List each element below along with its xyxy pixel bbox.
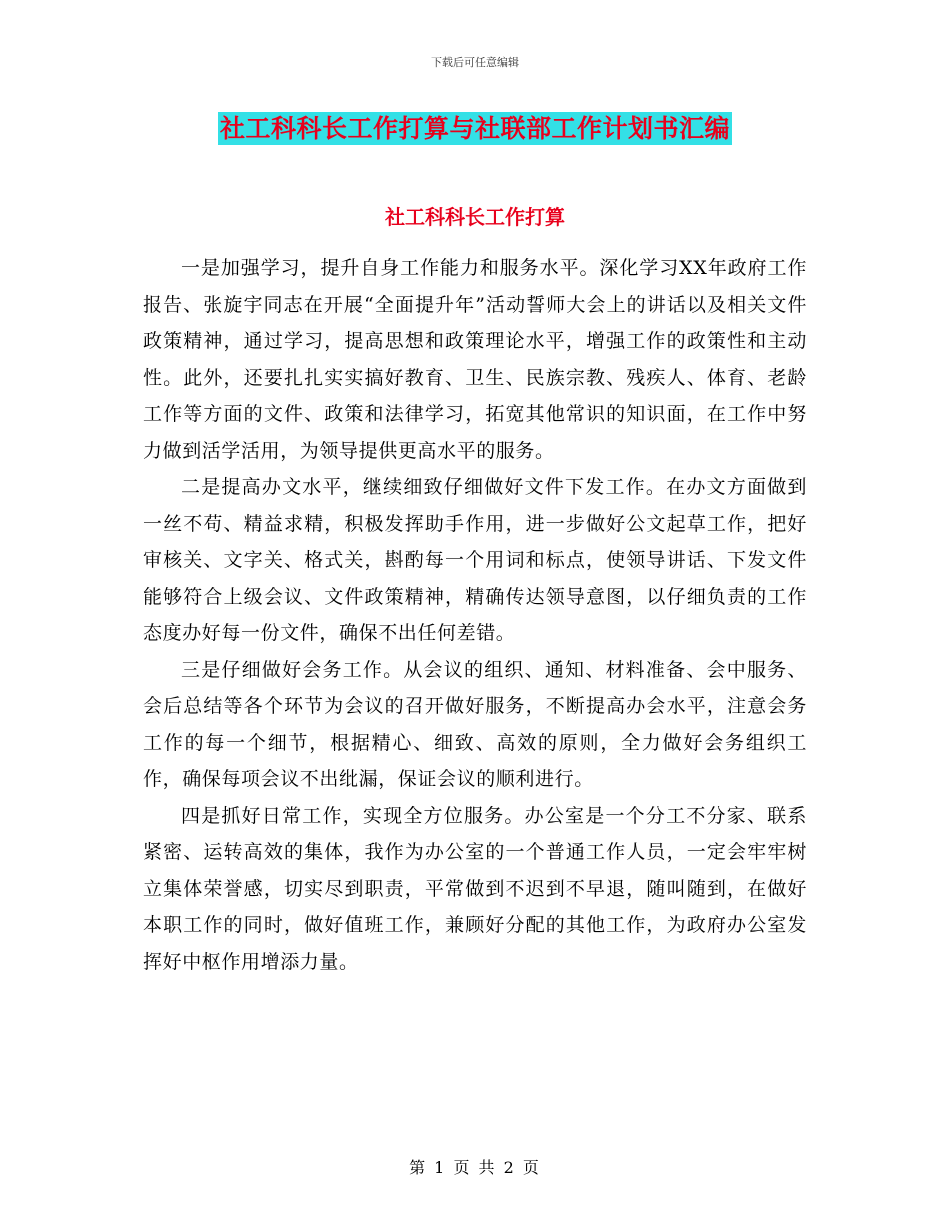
header-note: 下载后可任意编辑 xyxy=(431,56,519,69)
paragraph-2: 二是提高办文水平，继续细致仔细做好文件下发工作。在办文方面做到一丝不苟、精益求精，积极发挥助手作用，进一步做好公文起草工作，把好审核关、文字关、格式关，斟酌每一个用词和标点，使领导讲话、下发文件能够符合上级会议、文件政策精神，精确传达领导意图，以仔细负责的工作态度办好每一份文件，确保不出任何差错。 xyxy=(143,476,807,644)
page-number-footer: 第 1 页 共 2 页 xyxy=(409,1158,541,1177)
main-title: 社工科科长工作打算与社联部工作计划书汇编 xyxy=(219,114,730,143)
paragraph-4: 四是抓好日常工作，实现全方位服务。办公室是一个分工不分家、联系紧密、运转高效的集体，我作为办公室的一个普通工作人员，一定会牢牢树立集体荣誉感，切实尽到职责，平常做到不迟到不早退，随叫随到，在做好本职工作的同时，做好值班工作，兼顾好分配的其他工作，为政府办公室发挥好中枢作用增添力量。 xyxy=(143,804,807,973)
body-text xyxy=(143,250,807,980)
section-title: 社工科科长工作打算 xyxy=(385,205,565,229)
paragraph-1: 一是加强学习，提升自身工作能力和服务水平。深化学习XX年政府工作报告、张旋宇同志在开展“全面提升年”活动誓师大会上的讲话以及相关文件政策精神，通过学习，提高思想和政策理论水平，增强工作的政策性和主动性。此外，还要扎扎实实搞好教育、卫生、民族宗教、残疾人、体育、老龄工作等方面的文件、政策和法律学习，拓宽其他常识的知识面，在工作中努力做到活学活用，为领导提供更高水平的服务。 xyxy=(143,257,807,462)
paragraph-3: 三是仔细做好会务工作。从会议的组织、通知、材料准备、会中服务、会后总结等各个环节为会议的召开做好服务，不断提高办会水平，注意会务工作的每一个细节，根据精心、细致、高效的原则，全力做好会务组织工作，确保每项会议不出纰漏，保证会议的顺利进行。 xyxy=(143,658,807,790)
main-title-container xyxy=(0,112,950,145)
